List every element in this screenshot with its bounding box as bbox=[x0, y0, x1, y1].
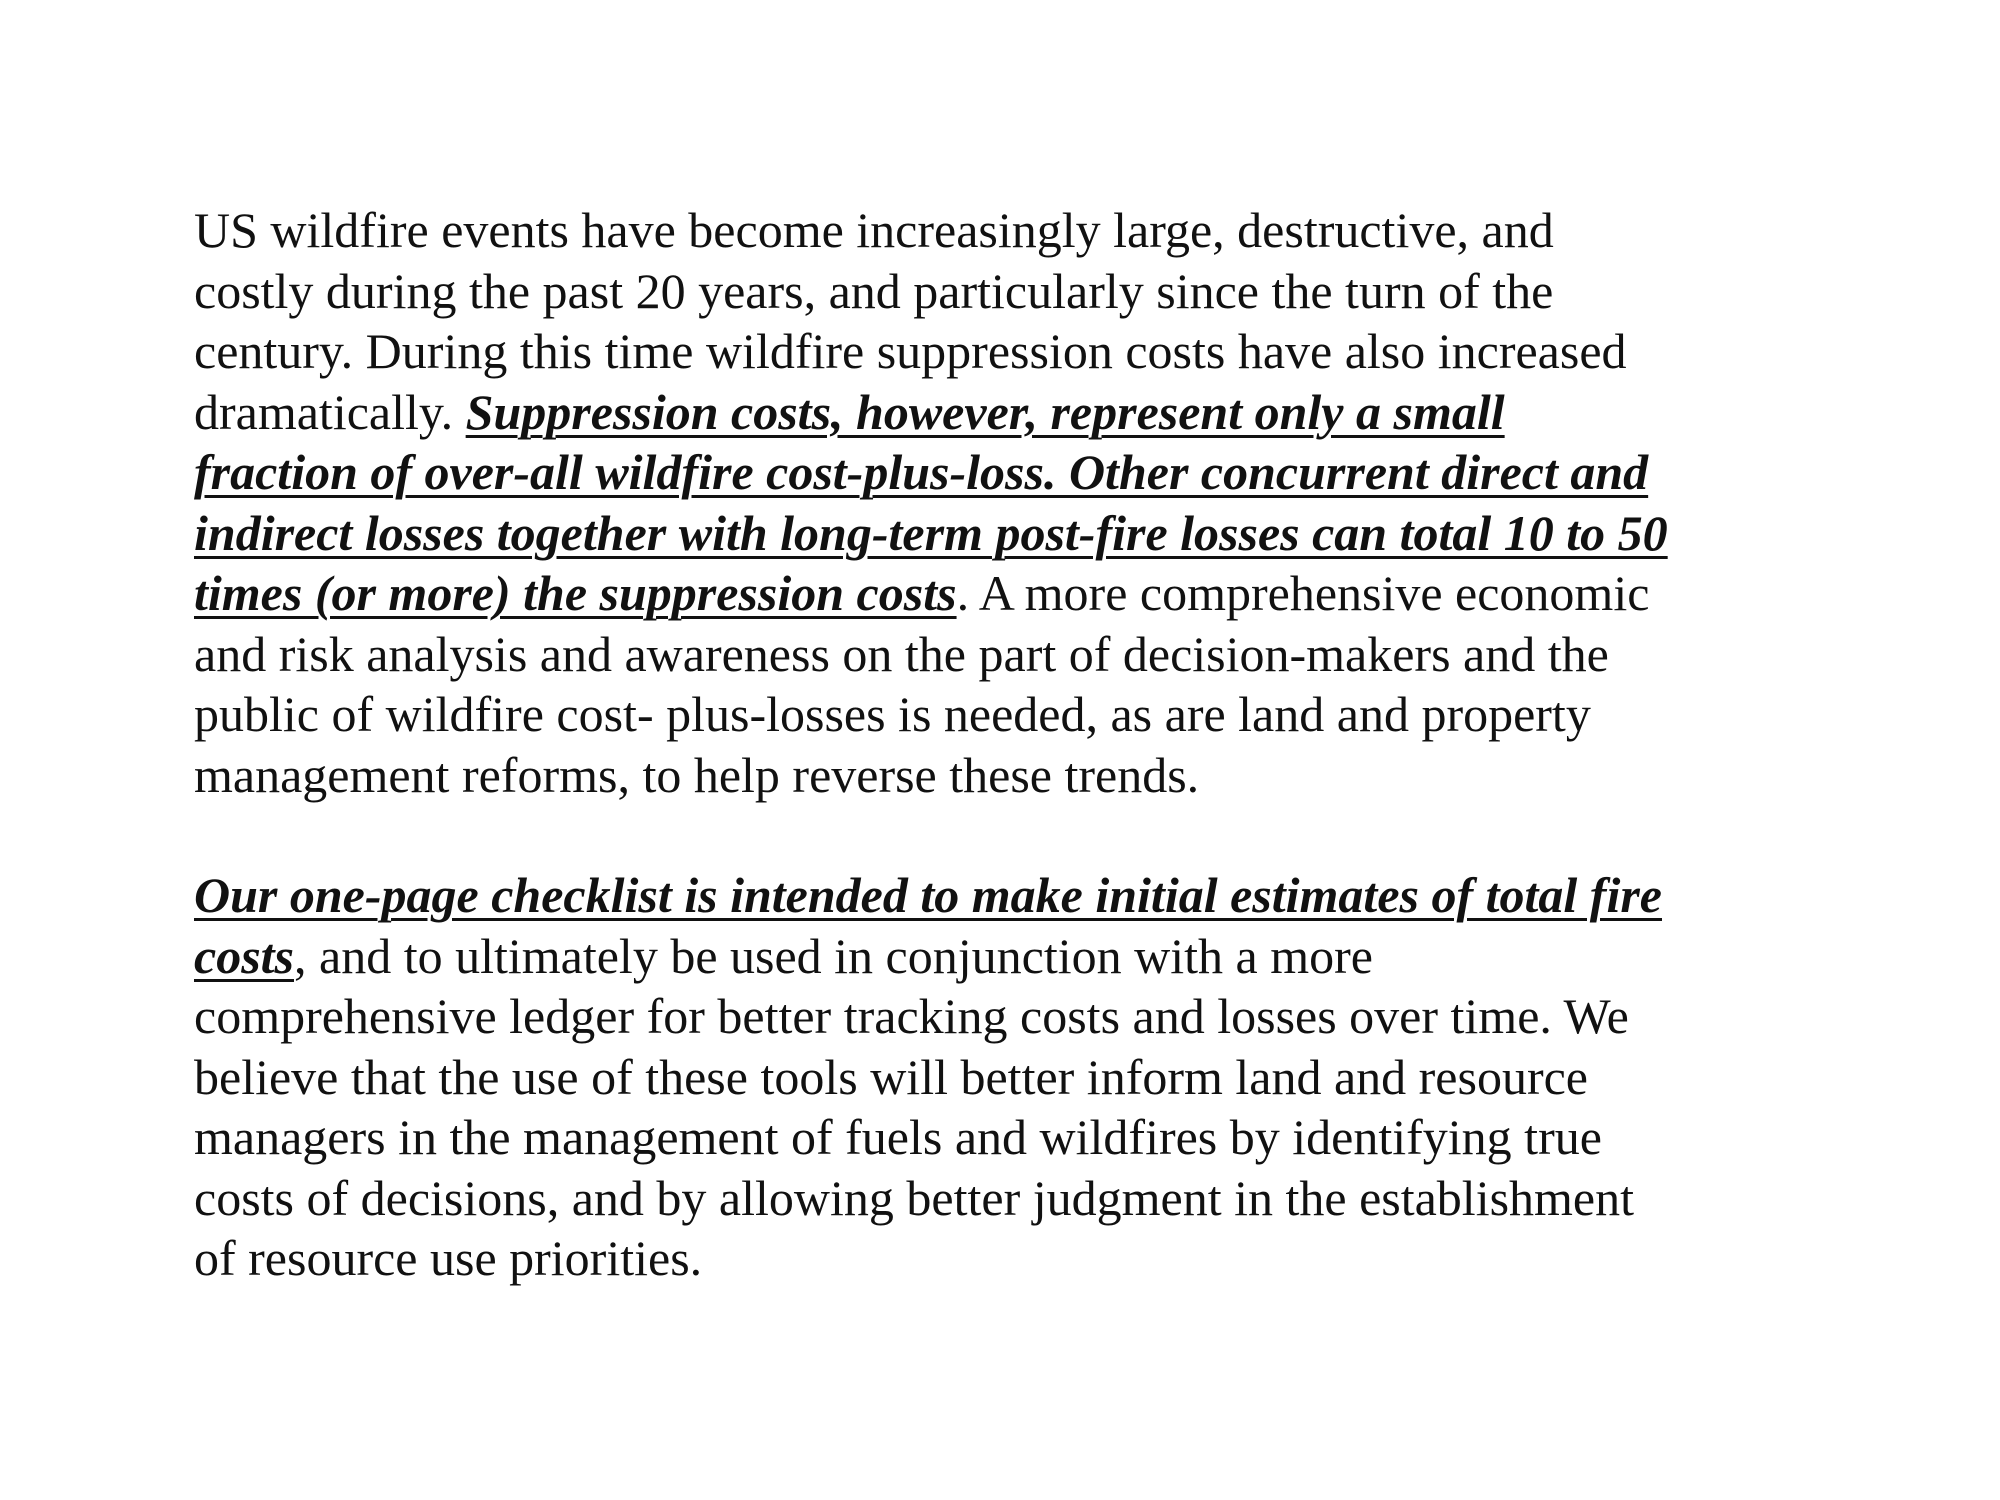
paragraph-2 bbox=[194, 865, 1834, 1289]
document-body bbox=[194, 200, 1834, 1289]
paragraph-1 bbox=[194, 200, 1834, 805]
paragraph-2-rest: , and to ultimately be used in conjunction with a more comprehensive ledger for better tracking costs and losses over time. We believe that the use of these tools will better inform land and resource managers in the management of fuels and wildfires by identifying true costs of decisions, and by allowing better judgment in the establishment of resource use priorities. bbox=[194, 927, 1635, 1286]
paragraph-1-emphasis: Suppression costs, however, represent only a small fraction of over-all wildfire cost-plus-loss. Other concurrent direct and indirect losses together with long-term post-fire losses can total 10 to 50 times (or more) the suppression costs bbox=[194, 383, 1668, 621]
paragraph-1-intro: US wildfire events have become increasingly large, destructive, and costly during the past 20 years, and particularly since the turn of the century. During this time wildfire suppression costs have also increased dramatically. bbox=[194, 202, 1627, 440]
paragraph-2-emphasis: Our one-page checklist is intended to make initial estimates of total fire costs bbox=[194, 867, 1662, 984]
paragraph-1-rest: . A more comprehensive economic and risk analysis and awareness on the part of decision-makers and the public of wildfire cost- plus-losses is needed, as are land and property management reforms, to help reverse these trends. bbox=[194, 565, 1650, 803]
